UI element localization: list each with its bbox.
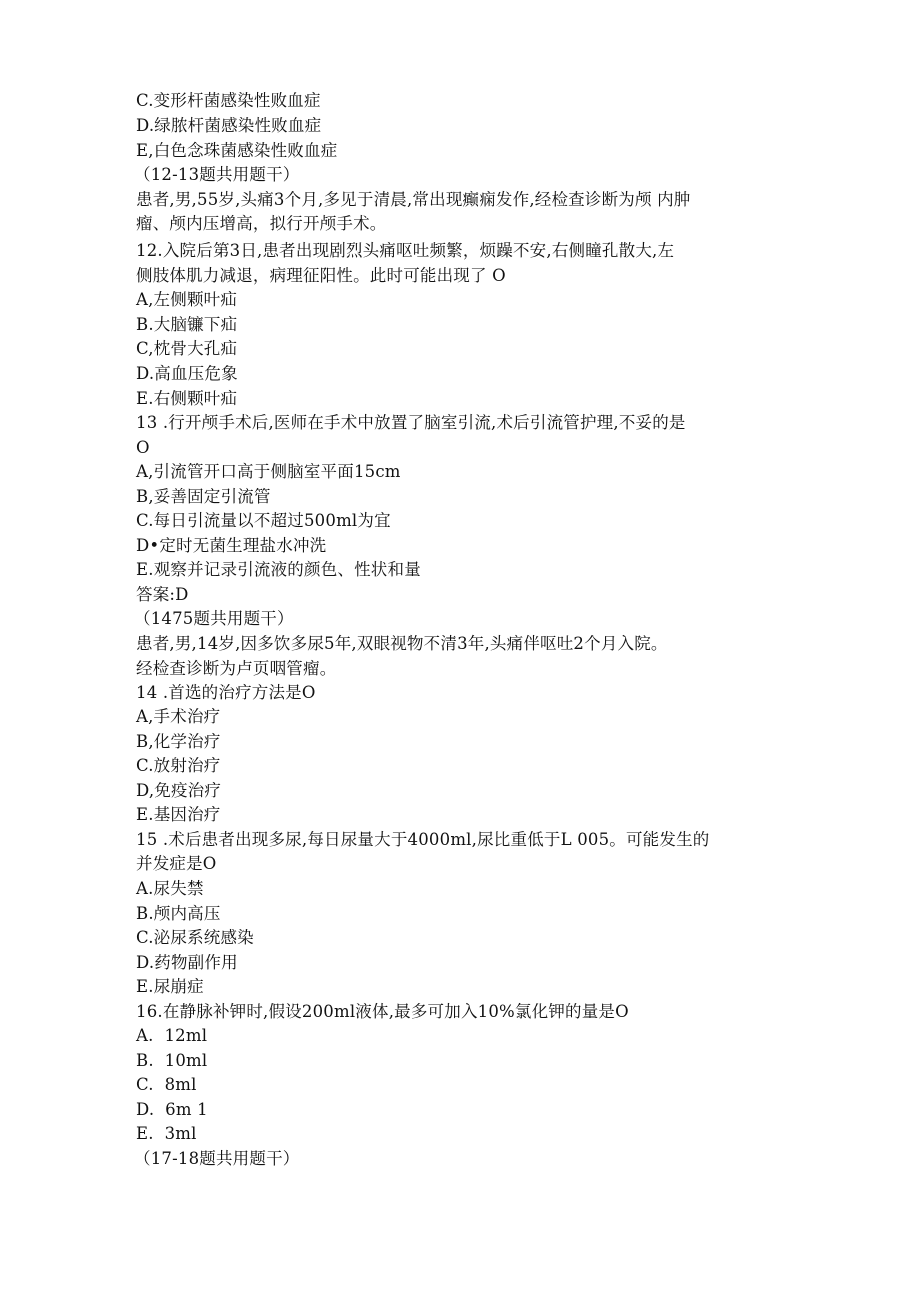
shared-stem-header-14-15: （1475题共用题干） [134, 609, 294, 628]
option-d-line: D.药物副作用 [136, 953, 238, 972]
option-e-line: E.右侧颗叶疝 [136, 389, 238, 408]
case-stem-line: 患者,男,55岁,头痛3个月,多见于清晨,常出现癫痫发作,经检查诊断为颅 内肿 [136, 190, 691, 209]
answer-line: 答案:D [136, 585, 189, 604]
case-stem-line: 经检查诊断为卢页咽管瘤。 [136, 659, 337, 678]
option-d-line: D. 6m 1 [136, 1100, 208, 1119]
question-12-line: 侧肢体肌力减退，病理征阳性。此时可能出现了 O [136, 266, 506, 285]
option-e-line: E. 3ml [136, 1124, 197, 1143]
case-stem-line: 患者,男,14岁,因多饮多尿5年,双眼视物不清3年,头痛伴呕吐2个月入院。 [136, 634, 668, 653]
question-15-line: 15 .术后患者出现多尿,每日尿量大于4000ml,尿比重低于L 005。可能发生的 [136, 830, 710, 849]
option-a-line: A,左侧颗叶疝 [136, 290, 238, 309]
option-e-line: E.观察并记录引流液的颜色、性状和量 [136, 560, 421, 579]
option-c-line: C.泌尿系统感染 [136, 928, 254, 947]
option-b-line: B,化学治疗 [136, 732, 221, 751]
shared-stem-header-12-13: （12-13题共用题干） [134, 165, 300, 184]
option-b-line: B,妥善固定引流管 [136, 487, 271, 506]
option-a-line: A.尿失禁 [136, 879, 204, 898]
case-stem-line: 瘤、颅内压增高，拟行开颅手术。 [136, 214, 387, 233]
option-b-line: B. 10ml [136, 1051, 208, 1070]
option-c-line: C,枕骨大孔疝 [136, 339, 238, 358]
option-b-line: B.颅内高压 [136, 904, 221, 923]
option-d-line: D•定时无菌生理盐水冲洗 [136, 536, 327, 555]
option-d-line: D,免疫治疗 [136, 781, 222, 800]
option-e-line: E.尿崩症 [136, 977, 204, 996]
option-c-line: C.变形杆菌感染性败血症 [136, 91, 321, 110]
question-14-line: 14 .首选的治疗方法是O [136, 683, 316, 702]
option-a-line: A,引流管开口高于侧脑室平面15cm [136, 462, 401, 481]
option-d-line: D.高血压危象 [136, 364, 238, 383]
option-c-line: C.放射治疗 [136, 756, 221, 775]
option-c-line: C. 8ml [136, 1075, 197, 1094]
shared-stem-header-17-18: （17-18题共用题干） [134, 1149, 300, 1168]
option-e-line: E,白色念珠菌感染性败血症 [136, 141, 338, 160]
question-13-line: O [136, 438, 150, 457]
option-a-line: A. 12ml [136, 1026, 208, 1045]
option-e-line: E.基因治疗 [136, 805, 221, 824]
question-12-line: 12.入院后第3日,患者出现剧烈头痛呕吐频繁，烦躁不安,右侧瞳孔散大,左 [136, 241, 675, 260]
option-d-line: D.绿脓杆菌感染性败血症 [136, 116, 322, 135]
option-a-line: A,手术治疗 [136, 707, 221, 726]
question-15-line: 并发症是O [136, 854, 217, 873]
question-13-line: 13 .行开颅手术后,医师在手术中放置了脑室引流,术后引流管护理,不妥的是 [136, 413, 686, 432]
option-b-line: B.大脑镰下疝 [136, 315, 238, 334]
option-c-line: C.每日引流量以不超过500ml为宜 [136, 511, 391, 530]
question-16-line: 16.在静脉补钾时,假设200ml液体,最多可加入10%氯化钾的量是O [136, 1002, 629, 1021]
